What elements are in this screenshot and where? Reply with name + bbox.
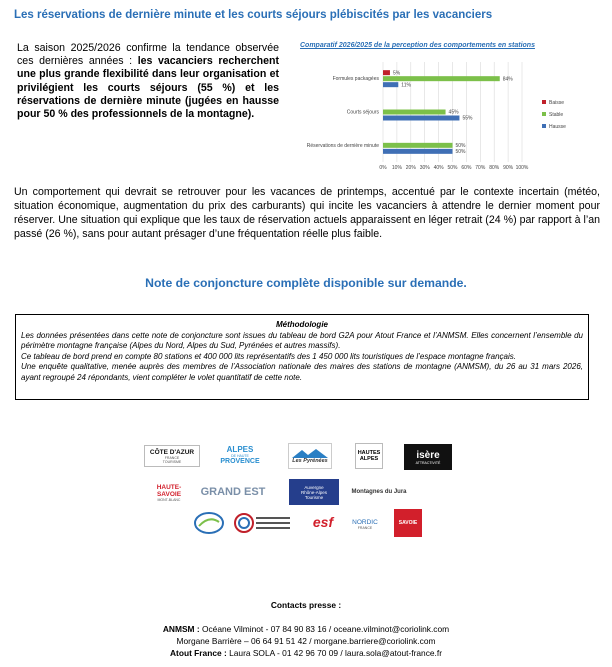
chart-tick-label: 30%: [419, 165, 430, 171]
grand-est-logo: [200, 480, 266, 504]
cote-azur-logo: [144, 445, 200, 467]
chart-data-label: 5%: [392, 70, 401, 77]
chart-tick-label: 80%: [489, 165, 500, 171]
legend-swatch: [542, 124, 546, 128]
isere-logo-line2: ATTRACTIVITÉ: [415, 460, 441, 465]
contact-line-atout-france: [0, 648, 612, 658]
partner-logo-blue-icon: [192, 510, 226, 536]
chart-tick-labels: [379, 165, 529, 171]
chart-legend: [542, 100, 566, 130]
chart-data-label: 50%: [455, 149, 466, 156]
savoie-logo-text: SAVOIE: [398, 520, 418, 526]
savoie-logo: [394, 509, 422, 537]
conjuncture-note-link: Note de conjoncture complète disponible sur demande.: [145, 276, 467, 290]
esf-logo-text: esf: [312, 514, 334, 530]
chart-tick-label: 20%: [405, 165, 416, 171]
chart-bar: [383, 76, 500, 81]
legend-label: Stable: [549, 112, 564, 118]
cote-azur-logo-line3: TOURISME: [162, 459, 182, 464]
chart-bar: [383, 143, 453, 148]
hautes-alpes-logo: [355, 443, 383, 469]
partner-logo-stripes-icon: [234, 511, 292, 535]
chart-bar: [383, 110, 446, 115]
haute-savoie-logo-line1: HAUTE-: [156, 484, 182, 491]
intro-text: La saison 2025/2026 confirme la tendance observée ces dernières années :: [17, 42, 279, 68]
chart-tick-label: 0%: [379, 165, 387, 171]
mountain-icon: [292, 448, 328, 458]
haute-savoie-logo: [152, 479, 186, 507]
auvergne-logo-line3: Tourisme: [304, 494, 324, 500]
cote-azur-logo-line2: FRANCE: [164, 455, 180, 460]
chart-data-label: 50%: [455, 143, 466, 150]
auvergne-logo-line2: Rhône-Alpes: [300, 489, 327, 495]
page-heading: Les réservations de dernière minute et les courts séjours plébiscités par les vacanciers: [14, 9, 493, 21]
chart-title: Comparatif 2026/2025 de la perception des comportements en stations: [300, 42, 535, 49]
contact-org-anmsm: ANMSM :: [162, 624, 202, 634]
methodology-paragraph-1: Les données présentées dans cette note de conjoncture sont issues du tableau de bord G2A pour Atout France et l’ANMSM. Elles concernent l’ensemble du périmètre montagne française (Alpes du Nord, Alpes du Sud, Pyrénées et autres massifs).: [21, 331, 583, 351]
legend-label: Baisse: [549, 100, 565, 106]
isere-logo: [404, 444, 452, 470]
behavior-bar-chart: [280, 56, 580, 171]
contacts-title: Contacts presse :: [270, 600, 342, 610]
hautes-alpes-logo-line2: ALPES: [359, 456, 379, 462]
nordic-france-logo: [347, 511, 383, 537]
haute-savoie-logo-line3: MONT-BLANC: [157, 498, 181, 502]
auvergne-logo-line1: Auvergne: [304, 484, 324, 490]
alpes-provence-logo-line1: ALPES: [226, 445, 254, 454]
chart-category-label: Courts séjours: [346, 109, 379, 116]
pyrenees-logo-text: Les Pyrénées: [292, 458, 328, 464]
chart-tick-label: 100%: [515, 165, 529, 171]
chart-bar: [383, 116, 459, 121]
methodology-paragraph-3: Une enquête qualitative, menée auprès des membres de l’Association nationale des maires des stations de montagne (ANMSM), du 26 au 31 mars 2026, ayant regroupé 24 répondants, vient compléter le volet quantitatif de cette note.: [21, 362, 583, 382]
alpes-provence-logo: [214, 442, 266, 468]
montagnes-jura-logo: [349, 480, 409, 504]
chart-tick-label: 90%: [503, 165, 514, 171]
intro-bold-text: les vacanciers recherchent une plus grande flexibilité dans leur organisation et privilégient les courts séjours (55 %) et les réservations de dernière minute (jugées en hausse pour 50 % des professionnels de la montagne).: [17, 55, 280, 121]
nordic-logo-line2: FRANCE: [357, 525, 373, 530]
methodology-title: Méthodologie: [276, 320, 328, 329]
contact-line-morgane: [0, 636, 612, 646]
body-paragraph: Un comportement qui devrait se retrouver pour les vacances de printemps, accentué par le contexte incertain (météo, situation économique, augmentation du prix des carburants) qui incite les vacanciers à attendre le dernier moment pour réserver. Une situation qui explique que les taux de réservation actuels apparaissent en léger retrait (24 %) par rapport à l’an passé (26 %), sans pour autant présager d’une fréquentation réelle plus faible.: [14, 186, 600, 240]
chart-data-label: 55%: [462, 115, 473, 122]
contact-text-morgane: Morgane Barrière – 06 64 91 51 42 / morgane.barriere@coriolink.com: [176, 636, 436, 646]
haute-savoie-logo-line2: SAVOIE: [156, 491, 182, 498]
chart-category-labels: [307, 76, 380, 149]
chart-category-label: Formules packagées: [332, 76, 379, 83]
methodology-box: [15, 314, 589, 400]
legend-swatch: [542, 112, 546, 116]
pyrenees-logo: [288, 443, 332, 469]
contact-text-anmsm: Océane Vilminot - 07 84 90 83 16 / oceane.vilminot@coriolink.com: [201, 624, 450, 634]
chart-category-label: Réservations de dernière minute: [306, 142, 379, 149]
chart-tick-label: 40%: [433, 165, 444, 171]
nordic-logo-line1: NORDIC: [352, 518, 378, 526]
methodology-paragraph-2: Ce tableau de bord prend en compte 80 stations et 400 000 lits représentatifs des 1 450 000 lits touristiques de l’espace montagne français.: [21, 351, 516, 361]
intro-paragraph: [17, 42, 279, 121]
chart-bar: [383, 82, 398, 87]
cote-azur-logo-line1: CÔTE D'AZUR: [149, 448, 195, 456]
alpes-provence-logo-line3: DE HAUTE: [231, 454, 249, 458]
auvergne-rhone-alpes-logo: [289, 479, 339, 505]
montagnes-jura-logo-text: Montagnes du Jura: [351, 489, 407, 495]
chart-tick-label: 70%: [475, 165, 486, 171]
legend-label: Hausse: [549, 124, 566, 130]
chart-data-label: 84%: [502, 76, 513, 83]
grand-est-logo-text: GRAND EST: [200, 486, 266, 498]
chart-bars: [383, 70, 513, 155]
legend-swatch: [542, 100, 546, 104]
chart-data-label: 11%: [401, 82, 411, 89]
isere-logo-line1: isère: [416, 449, 440, 461]
hautes-alpes-logo-line1: HAUTES: [357, 450, 381, 456]
chart-tick-label: 50%: [447, 165, 458, 171]
contact-text-atout-france: Laura SOLA - 01 42 96 70 09 / laura.sola@atout-france.fr: [229, 648, 442, 658]
chart-tick-label: 60%: [461, 165, 472, 171]
contact-line-anmsm: [0, 624, 612, 634]
contact-org-atout-france: Atout France :: [170, 648, 230, 658]
chart-tick-label: 10%: [391, 165, 402, 171]
alpes-provence-logo-line2: PROVENCE: [220, 458, 260, 465]
chart-bar: [383, 70, 390, 75]
chart-data-label: 45%: [448, 109, 459, 116]
chart-bar: [383, 149, 453, 154]
esf-logo: [305, 511, 341, 533]
